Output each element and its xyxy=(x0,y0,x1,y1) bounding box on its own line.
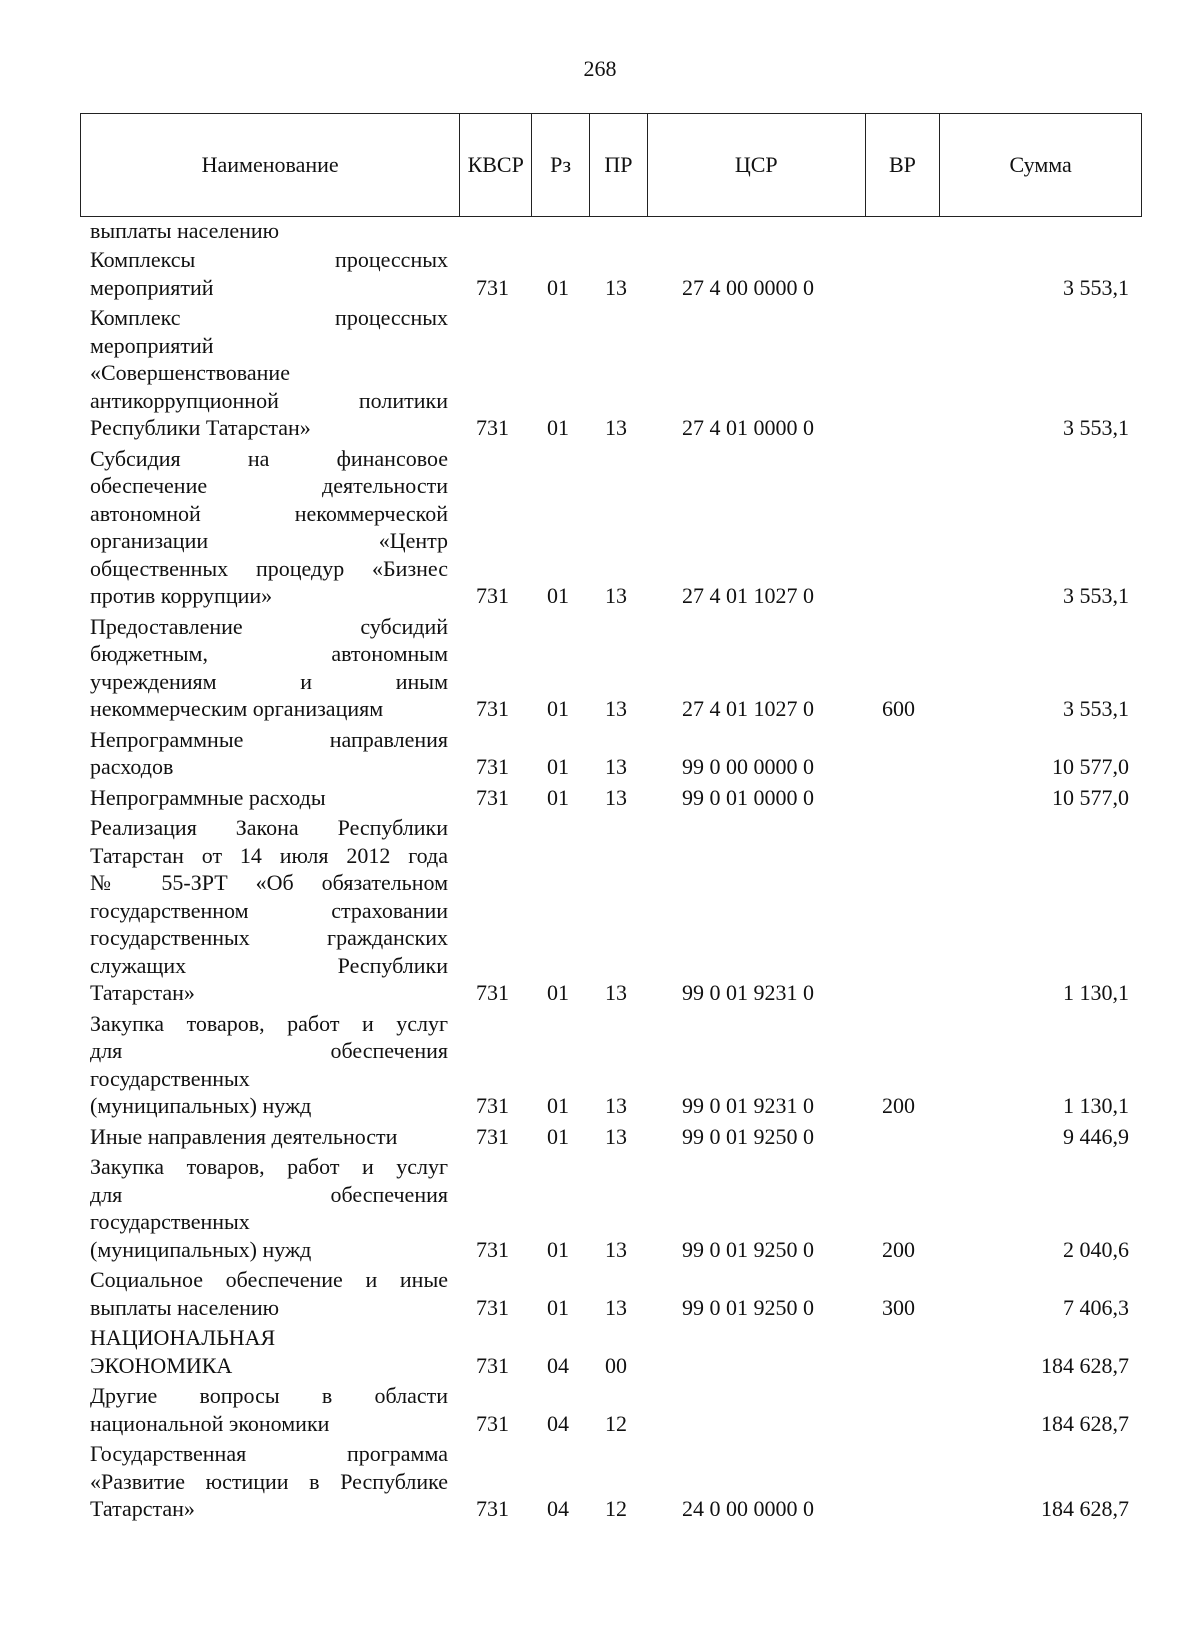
row-name xyxy=(90,1440,448,1523)
row-name xyxy=(90,1123,448,1151)
row-name-line: для обеспечения xyxy=(90,1038,448,1063)
row-name-line: учреждениям и иным xyxy=(90,668,448,694)
header-sum: Сумма xyxy=(1009,152,1072,177)
row-vr: 200 xyxy=(882,1236,915,1262)
row-name xyxy=(90,1266,448,1321)
header-name: Наименование xyxy=(81,114,460,216)
row-kvsr: 731 xyxy=(476,784,509,810)
row-name-line: Татарстан» xyxy=(90,1496,195,1521)
table-row xyxy=(0,726,1200,781)
table-row xyxy=(0,1324,1200,1379)
row-name-line: обеспечение деятельности xyxy=(90,473,448,498)
row-name-line: Другие вопросы в области xyxy=(90,1383,448,1408)
row-csr: 27 4 01 1027 0 xyxy=(682,696,814,721)
table-header xyxy=(80,113,1142,217)
row-pr: 13 xyxy=(605,754,627,779)
row-pr: 13 xyxy=(605,696,627,721)
row-name-line: Предоставление субсидий xyxy=(90,613,448,639)
row-sum: 3 553,1 xyxy=(1063,274,1129,300)
row-vr: 600 xyxy=(882,696,915,721)
table-row xyxy=(0,1123,1200,1151)
row-kvsr: 731 xyxy=(476,1352,509,1378)
row-rz: 04 xyxy=(547,1496,569,1521)
row-rz: 01 xyxy=(547,1236,569,1262)
continued-row-fragment: выплаты населению xyxy=(90,218,280,243)
row-pr: 00 xyxy=(605,1352,627,1378)
row-name-line: Иные направления деятельности xyxy=(90,1123,398,1149)
header-vr: ВР xyxy=(866,114,941,216)
row-rz: 01 xyxy=(547,415,569,440)
row-sum: 184 628,7 xyxy=(1041,1410,1129,1436)
table-row xyxy=(0,304,1200,442)
row-name-line: Социальное обеспечение и иные xyxy=(90,1267,448,1292)
table-row xyxy=(0,246,1200,301)
row-csr: 24 0 00 0000 0 xyxy=(682,1496,814,1521)
row-rz: 01 xyxy=(547,1093,569,1118)
row-csr: 99 0 01 0000 0 xyxy=(682,784,814,810)
table-row xyxy=(0,784,1200,812)
row-csr: 27 4 01 1027 0 xyxy=(682,583,814,608)
row-name-line: некоммерческим организациям xyxy=(90,696,384,721)
row-name xyxy=(90,613,448,723)
row-name-line: национальной экономики xyxy=(90,1410,330,1436)
table-row xyxy=(0,1440,1200,1523)
row-name-line: Закупка товаров, работ и услуг xyxy=(90,1154,448,1179)
row-sum: 7 406,3 xyxy=(1063,1294,1129,1320)
row-rz: 01 xyxy=(547,754,569,779)
row-name-line: № 55-ЗРТ «Об обязательном xyxy=(90,870,448,895)
header-pr: ПР xyxy=(590,114,648,216)
row-rz: 01 xyxy=(547,980,569,1005)
row-name-line: «Развитие юстиции в Республике xyxy=(90,1468,448,1494)
row-name-line: для обеспечения xyxy=(90,1181,448,1207)
row-name-line: государственных гражданских xyxy=(90,925,448,950)
row-pr: 13 xyxy=(605,274,627,300)
row-name-line: мероприятий xyxy=(90,274,214,300)
header-rz: Рз xyxy=(532,114,590,216)
row-pr: 13 xyxy=(605,1236,627,1262)
row-name-line: служащих Республики xyxy=(90,952,448,978)
row-name-line: антикоррупционной политики xyxy=(90,387,448,413)
row-rz: 01 xyxy=(547,696,569,721)
row-name xyxy=(90,784,448,812)
row-kvsr: 731 xyxy=(476,1123,509,1149)
header-kvsr: КВСР xyxy=(460,114,532,216)
row-sum: 10 577,0 xyxy=(1052,784,1129,810)
row-name-line: (муниципальных) нужд xyxy=(90,1093,312,1118)
row-rz: 01 xyxy=(547,1294,569,1320)
row-name-line: Непрограммные расходы xyxy=(90,784,326,810)
row-sum: 3 553,1 xyxy=(1063,583,1129,608)
row-kvsr: 731 xyxy=(476,980,509,1005)
row-sum: 2 040,6 xyxy=(1063,1236,1129,1262)
row-name xyxy=(90,814,448,1007)
row-csr: 99 0 01 9231 0 xyxy=(682,1093,814,1118)
table-row xyxy=(0,1266,1200,1321)
row-kvsr: 731 xyxy=(476,1496,509,1521)
table-row xyxy=(0,1153,1200,1263)
row-rz: 01 xyxy=(547,784,569,810)
row-kvsr: 731 xyxy=(476,1093,509,1118)
row-name-line: государственном страховании xyxy=(90,897,448,923)
row-pr: 13 xyxy=(605,980,627,1005)
row-pr: 13 xyxy=(605,583,627,608)
row-name-line: НАЦИОНАЛЬНАЯ xyxy=(90,1325,276,1350)
row-sum: 10 577,0 xyxy=(1052,754,1129,779)
row-name-line: государственных xyxy=(90,1209,250,1234)
row-rz: 04 xyxy=(547,1410,569,1436)
row-name-line: организации «Центр xyxy=(90,528,448,553)
row-name-line: бюджетным, автономным xyxy=(90,641,448,666)
row-pr: 13 xyxy=(605,1093,627,1118)
row-sum: 3 553,1 xyxy=(1063,415,1129,440)
row-rz: 04 xyxy=(547,1352,569,1378)
row-name-line: «Совершенствование xyxy=(90,360,290,385)
row-name-line: общественных процедур «Бизнес xyxy=(90,555,448,581)
row-kvsr: 731 xyxy=(476,696,509,721)
row-name-line: Непрограммные направления xyxy=(90,726,448,752)
row-csr: 99 0 01 9231 0 xyxy=(682,980,814,1005)
row-csr: 27 4 00 0000 0 xyxy=(682,274,814,300)
table-row xyxy=(0,445,1200,610)
row-name-line: мероприятий xyxy=(90,332,214,358)
row-name-line: Татарстан от 14 июля 2012 года xyxy=(90,842,448,868)
row-sum: 1 130,1 xyxy=(1063,1093,1129,1118)
row-sum: 3 553,1 xyxy=(1063,696,1129,721)
row-name xyxy=(90,1324,448,1379)
row-csr: 27 4 01 0000 0 xyxy=(682,415,814,440)
row-sum: 184 628,7 xyxy=(1041,1496,1129,1521)
row-name-line: Реализация Закона Республики xyxy=(90,815,448,840)
row-name-line: Закупка товаров, работ и услуг xyxy=(90,1010,448,1036)
page-number: 268 xyxy=(583,56,617,81)
row-name xyxy=(90,1382,448,1437)
row-sum: 9 446,9 xyxy=(1063,1123,1129,1149)
table-row xyxy=(0,1010,1200,1120)
row-name-line: Татарстан» xyxy=(90,980,195,1005)
row-name-line: Субсидия на финансовое xyxy=(90,445,448,471)
row-name xyxy=(90,246,448,301)
row-csr: 99 0 01 9250 0 xyxy=(682,1294,814,1320)
row-kvsr: 731 xyxy=(476,1294,509,1320)
row-name-line: выплаты населению xyxy=(90,1294,280,1320)
row-sum: 184 628,7 xyxy=(1041,1352,1129,1378)
row-kvsr: 731 xyxy=(476,274,509,300)
row-pr: 13 xyxy=(605,784,627,810)
row-pr: 13 xyxy=(605,415,627,440)
row-kvsr: 731 xyxy=(476,1410,509,1436)
row-pr: 12 xyxy=(605,1410,627,1436)
row-name-line: ЭКОНОМИКА xyxy=(90,1352,233,1378)
row-name xyxy=(90,1010,448,1120)
row-name xyxy=(90,1153,448,1263)
row-name-line: Государственная программа xyxy=(90,1441,448,1466)
row-name-line: (муниципальных) нужд xyxy=(90,1236,312,1262)
row-pr: 13 xyxy=(605,1123,627,1149)
row-pr: 12 xyxy=(605,1496,627,1521)
header-csr: ЦСР xyxy=(648,114,866,216)
row-kvsr: 731 xyxy=(476,583,509,608)
row-name-line: государственных xyxy=(90,1065,250,1091)
row-name-line: Комплексы процессных xyxy=(90,247,448,272)
row-kvsr: 731 xyxy=(476,1236,509,1262)
table-row xyxy=(0,613,1200,723)
row-rz: 01 xyxy=(547,1123,569,1149)
row-name-line: Комплекс процессных xyxy=(90,305,448,330)
row-sum: 1 130,1 xyxy=(1063,980,1129,1005)
row-kvsr: 731 xyxy=(476,754,509,779)
row-name-line: против коррупции» xyxy=(90,583,273,608)
row-kvsr: 731 xyxy=(476,415,509,440)
row-name-line: расходов xyxy=(90,754,174,779)
table-row xyxy=(0,1382,1200,1437)
row-name xyxy=(90,304,448,442)
row-name xyxy=(90,445,448,610)
row-csr: 99 0 01 9250 0 xyxy=(682,1236,814,1262)
row-csr: 99 0 00 0000 0 xyxy=(682,754,814,779)
row-pr: 13 xyxy=(605,1294,627,1320)
row-rz: 01 xyxy=(547,583,569,608)
row-csr: 99 0 01 9250 0 xyxy=(682,1123,814,1149)
row-name-line: автономной некоммерческой xyxy=(90,500,448,526)
row-rz: 01 xyxy=(547,274,569,300)
table-row xyxy=(0,814,1200,1007)
row-name-line: Республики Татарстан» xyxy=(90,415,311,440)
row-vr: 300 xyxy=(882,1294,915,1320)
row-vr: 200 xyxy=(882,1093,915,1118)
row-name xyxy=(90,726,448,781)
